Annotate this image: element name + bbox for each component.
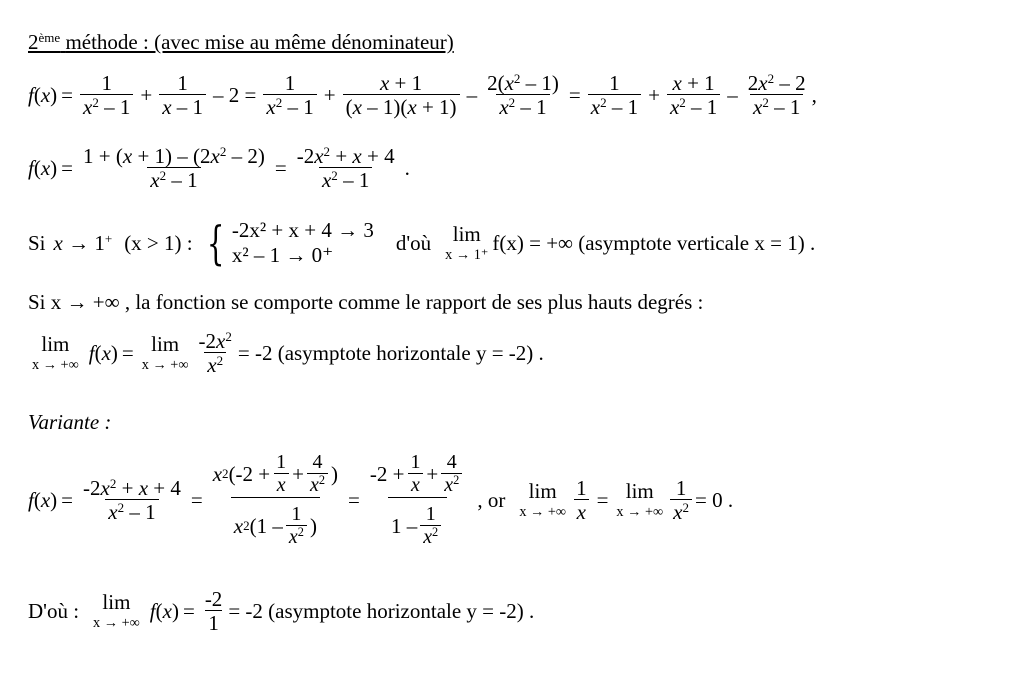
heading-text: méthode : (avec mise au même dénominateur) xyxy=(65,30,454,54)
si1-dou: d'où xyxy=(395,230,432,255)
variante-end: = 0 . xyxy=(695,487,734,512)
limit-horizontal-line: lim x → +∞ f(x) = lim x → +∞ $\frac{-2x^2}{x^2}$ = -2 (asymptote horizontale y = -2) . xyxy=(32,328,544,378)
case-brace: { -2x² + x + 4 → 3 x² – 1 → 0⁺ xyxy=(206,216,374,271)
heading-superscript: ème xyxy=(38,29,61,45)
limit-vertical-line: Si x → 1+ (x > 1) : { -2x² + x + 4 → 3 x² – 1 → 0⁺ d'où lim x → 1⁺ f(x) = +∞ (asymptote verticale x = 1) . xyxy=(28,216,816,271)
limit-x-to-inf: lim x → +∞ xyxy=(32,332,79,374)
final-result: = -2 (asymptote horizontale y = -2) . xyxy=(228,599,535,624)
variante-or: , or xyxy=(477,487,506,512)
limit-inverse-x: lim x → +∞ xyxy=(519,478,567,521)
limit-x-to-1: lim x → 1⁺ xyxy=(445,221,489,263)
brace-line-1: -2x² + x + 4 → 3 xyxy=(231,218,374,242)
si1-result: f(x) = +∞ (asymptote verticale x = 1) . xyxy=(492,230,816,255)
variante-equation: f(x) = $\frac{-2x^2 + x + 4}{x^2 - 1}$ = x 2 (-2 + $\frac{1}{x}$ + $\frac{4}{x^2}$ ) x 2 (1 – $\frac{1}{x^2}$ ) = -2 + $\frac{1}{x}$ + $\frac{4}{x^2}$ 1 – $\frac{1}{x^2}$ , or lim x → +∞ $\frac{1}{x}$ = lim x → +∞ $\frac{1}{x^2}$ = 0 . xyxy=(28,451,734,548)
horizontal-intro-text: Si x → +∞ , la fonction se comporte comme le rapport de ses plus hauts degrés : xyxy=(28,290,704,314)
heading: 2ème méthode : (avec mise au même dénominateur) xyxy=(28,29,454,54)
brace-line-2: x² – 1 → 0⁺ xyxy=(231,243,334,268)
line2-end: , xyxy=(811,83,817,108)
equation-line-2: f(x) = $\frac{1 + (x + 1) - (2x^2 - 2)}{x^2 - 1}$ = $\frac{-2x^2 + x + 4}{x^2 - 1}$ . xyxy=(28,143,410,193)
limit-x-to-inf-2: lim x → +∞ xyxy=(141,332,189,374)
final-line: D'où : lim x → +∞ f(x) = $\frac{-2}{1}$ = -2 (asymptote horizontale y = -2) . xyxy=(28,587,535,636)
equation-line-1: f(x) = $\frac{1}{x^2 - 1}$ + $\frac{1}{x - 1}$ – 2 = $\frac{1}{x^2 - 1}$ + $\frac{x + 1}{(x - 1)(x + 1)}$ – $\frac{2(x^2 - 1)}{x^2 - 1}$ = $\frac{1}{x^2 - 1}$ + $\frac{x + 1}{x^2 - 1}$ – $\frac{2x^2 - 2}{x^2 - 1}$ , xyxy=(28,70,817,120)
limit-inverse-x2: lim x → +∞ xyxy=(616,478,664,521)
line3-end: . xyxy=(404,156,410,181)
lim-result: = -2 (asymptote horizontale y = -2) . xyxy=(237,341,544,366)
variante-label: Variante : xyxy=(28,410,112,434)
final-limit: lim x → +∞ xyxy=(93,590,140,632)
final-prefix: D'où : xyxy=(28,599,80,624)
si1-prefix: Si xyxy=(28,230,46,255)
si1-condition: (x > 1) : xyxy=(124,230,193,255)
